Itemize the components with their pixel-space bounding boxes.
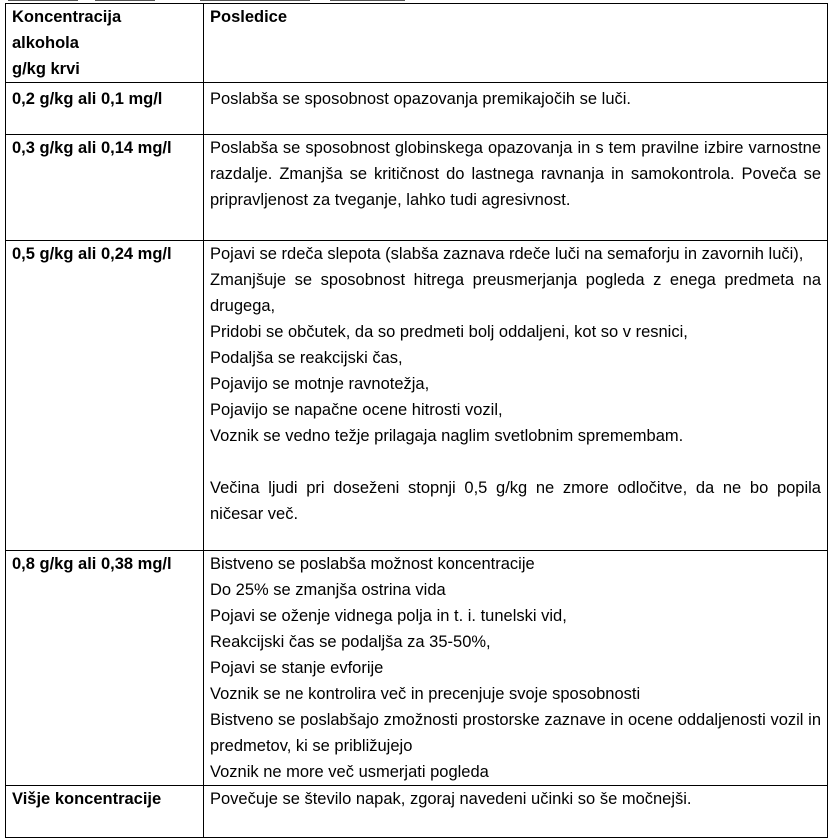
effect-item: Pridobi se občutek, da so predmeti bolj oddaljeni, kot so v resnici, xyxy=(210,323,688,341)
header-concentration: Koncentracija alkohola g/kg krvi xyxy=(6,4,204,83)
row-effects xyxy=(204,241,828,551)
effect-item: Bistveno se poslabša možnost koncentracije xyxy=(210,555,535,573)
table-row xyxy=(6,551,828,786)
row-concentration: 0,3 g/kg ali 0,14 mg/l xyxy=(6,135,204,241)
effect-item: Pojavijo se napačne ocene hitrosti vozil, xyxy=(210,401,503,419)
effect-item: Pojavi se oženje vidnega polja in t. i. tunelski vid, xyxy=(210,607,567,625)
effect-item: Pojavijo se motnje ravnotežja, xyxy=(210,375,430,393)
effect-item: Voznik se vedno težje prilagaja naglim svetlobnim spremembam. xyxy=(210,427,684,445)
effect-item: Podaljša se reakcijski čas, xyxy=(210,349,403,367)
effect-item: Povečuje se število napak, zgoraj navedeni učinki so še močnejši. xyxy=(210,790,692,808)
effect-item: Pojavi se rdeča slepota (slabša zaznava rdeče luči na semaforju in zavornih luči), xyxy=(210,245,804,263)
alcohol-effects-table xyxy=(5,3,828,838)
table-row xyxy=(6,135,828,241)
effect-item: Zmanjšuje se sposobnost hitrega preusmerjanja pogleda z enega predmeta na drugega, xyxy=(210,271,821,315)
row-effects: Poslabša se sposobnost globinskega opazovanja in s tem pravilne izbire varnostne razdalje. Zmanjša se kritičnost do lastnega ravnanja in samokontrola. Poveča se pripravljenost za tveganje, lahko tudi agresivnost. xyxy=(204,135,828,241)
paragraph-gap xyxy=(210,449,821,475)
row-concentration: 0,5 g/kg ali 0,24 mg/l xyxy=(6,241,204,551)
table-header-row xyxy=(6,4,828,83)
effect-item: Do 25% se zmanjša ostrina vida xyxy=(210,581,446,599)
effect-item: Voznik ne more več usmerjati pogleda xyxy=(210,763,489,781)
effect-item: Bistveno se poslabšajo zmožnosti prostorske zaznave in ocene oddaljenosti vozil in predmetov, ki se približujejo xyxy=(210,711,821,755)
row-effects: Poslabša se sposobnost opazovanja premikajočih se luči. xyxy=(204,83,828,135)
effect-item: Voznik se ne kontrolira več in precenjuje svoje sposobnosti xyxy=(210,685,641,703)
row-effects xyxy=(204,551,828,786)
effect-item: Pojavi se stanje evforije xyxy=(210,659,384,677)
effect-item: Reakcijski čas se podaljša za 35-50%, xyxy=(210,633,491,651)
row-concentration: 0,8 g/kg ali 0,38 mg/l xyxy=(6,551,204,786)
table-row xyxy=(6,83,828,135)
row-concentration: 0,2 g/kg ali 0,1 mg/l xyxy=(6,83,204,135)
row-effects xyxy=(204,786,828,838)
effect-note: Večina ljudi pri doseženi stopnji 0,5 g/kg ne zmore odločitve, da ne bo popila ničesar več. xyxy=(210,479,821,523)
row-concentration: Višje koncentracije xyxy=(6,786,204,838)
table-row xyxy=(6,786,828,838)
table-row xyxy=(6,241,828,551)
header-consequences: Posledice xyxy=(204,4,828,83)
